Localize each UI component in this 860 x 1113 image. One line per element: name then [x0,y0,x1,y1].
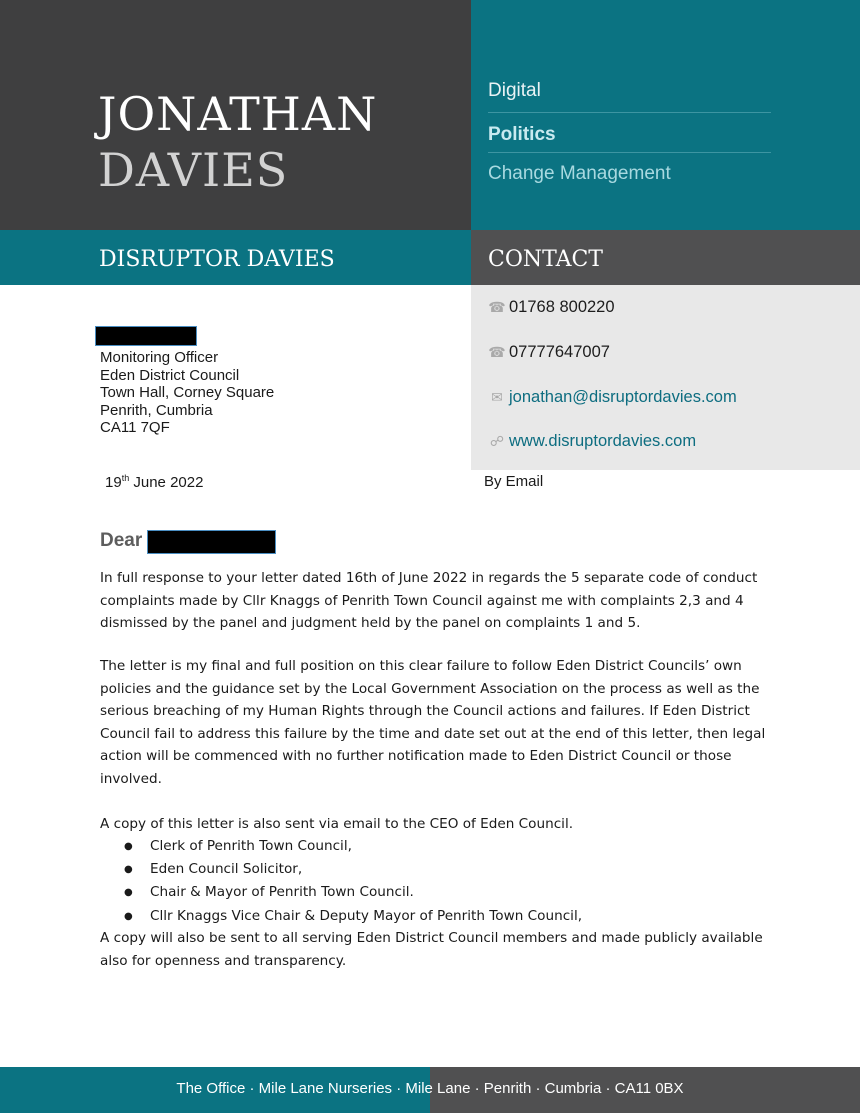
phone-icon: ☎ [488,298,506,315]
website-link[interactable]: www.disruptordavies.com [509,431,697,450]
date-day: 19 [105,474,122,491]
contact-heading: CONTACT [488,247,603,272]
body-paragraph-3: A copy of this letter is also sent via email to the CEO of Eden Council. [100,816,574,832]
tagline: DISRUPTOR DAVIES [99,247,335,272]
footer-address: The Office · Mile Lane Nurseries · Mile Lane · Penrith · Cumbria · CA11 0BX [176,1080,684,1097]
contact-phone-mobile [488,340,610,364]
list-item: ● Cllr Knaggs Vice Chair & Deputy Mayor of Penrith Town Council, [124,905,582,928]
list-item: ● Eden Council Solicitor, [124,858,582,881]
skill-divider [488,112,771,113]
address-line: CA11 7QF [100,419,170,436]
phone-icon: ☎ [488,343,506,360]
date-rest: June 2022 [129,474,204,491]
list-item: ● Chair & Mayor of Penrith Town Council. [124,881,582,904]
contact-website[interactable] [488,429,696,453]
body-paragraph-1: In full response to your letter dated 16th of June 2022 in regards the 5 separate code of conduct complaints made by Cllr Knaggs of Penrith Town Council against me with complaints 2,3 and 4 dismissed by the panel and judgment held by the panel on complaints 1 and 5. [100,570,758,631]
redaction-recipient-name [95,326,197,346]
body-paragraph-4: A copy will also be sent to all serving Eden District Council members and made publicly available also for openness and transparency. [100,930,763,969]
email-link[interactable]: jonathan@disruptordavies.com [509,387,737,406]
date-suffix: th [121,473,130,483]
mail-icon: ✉ [491,388,503,405]
contact-email[interactable] [488,385,737,409]
address-line: Penrith, Cumbria [100,401,213,419]
contact-phone-landline [488,295,615,319]
contact-text: 07777647007 [509,342,610,361]
skill-divider [488,152,771,153]
name-last: DAVIES [98,143,289,197]
list-item: ● Clerk of Penrith Town Council, [124,835,582,858]
header-skills-panel [471,0,860,230]
redaction-salutation-name [147,530,276,554]
address-line: Eden District Council [100,366,240,384]
skill-politics: Politics [488,124,556,145]
globe-icon: ☍ [489,432,505,449]
delivery-method: By Email [484,473,544,490]
address-line: Town Hall, Corney Square [100,384,275,401]
skill-digital: Digital [488,80,541,101]
body-paragraph-2: The letter is my final and full position on this clear failure to follow Eden District Councils’ own policies and the guidance set by the Local Government Association on the process as well as the serious breaching of my Human Rights through the Council actions and failures. If Eden District Council fail to address this failure by the time and date set out at the end of this letter, then legal action will be commenced with no further notification made to Eden District Council or those involved. [100,658,766,787]
skill-change-management: Change Management [488,163,671,184]
cc-list [124,835,582,928]
salutation: Dear [100,530,143,551]
recipient-address [100,349,274,437]
contact-text: 01768 800220 [509,297,615,316]
letter-date [105,473,203,491]
name-first: JONATHAN [98,87,378,141]
address-line: Monitoring Officer [100,349,219,366]
